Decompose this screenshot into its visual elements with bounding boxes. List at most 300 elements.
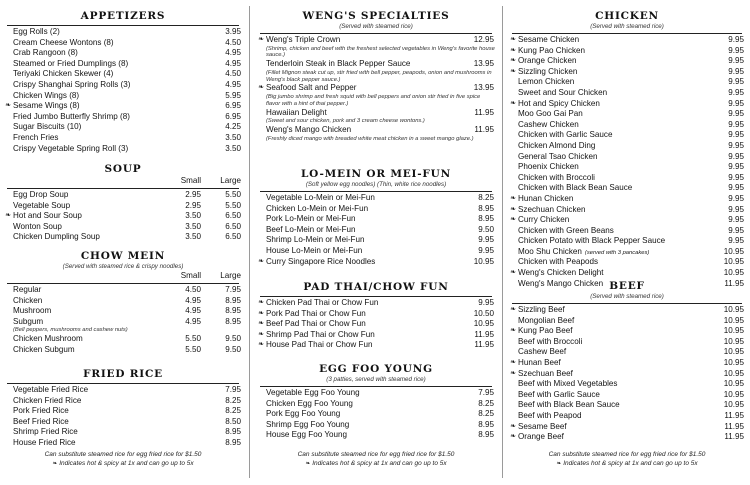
menu-item bbox=[508, 422, 746, 433]
menu-item-row bbox=[3, 406, 243, 417]
item-price: 8.95 bbox=[225, 427, 241, 437]
menu-item bbox=[3, 385, 243, 396]
price-large: 6.50 bbox=[225, 221, 241, 231]
section-title: PAD THAI/CHOW FUN bbox=[303, 281, 449, 293]
menu-item bbox=[3, 232, 243, 243]
item-name-text: Moo Shu Chicken bbox=[518, 246, 582, 256]
menu-item bbox=[256, 83, 496, 107]
item-name-text: Weng's Triple Crown bbox=[266, 35, 341, 44]
item-price: 9.95 bbox=[728, 98, 744, 108]
pepper-icon: ❧ bbox=[556, 461, 562, 467]
item-price: 7.95 bbox=[225, 385, 241, 394]
menu-item bbox=[508, 194, 746, 205]
item-description: (Big jumbo shrimp and fresh squid with bell peppers and onion stir fried in five spice flavor with a hint of thai pepper.) bbox=[266, 93, 481, 107]
item-name-text: Shrimp Egg Foo Young bbox=[266, 419, 350, 429]
menu-item-row bbox=[508, 358, 746, 369]
item-name-text: Pork Pad Thai or Chow Fun bbox=[266, 308, 366, 318]
item-price: 10.95 bbox=[723, 389, 744, 399]
item-name-text: Orange Beef bbox=[518, 432, 564, 442]
item-name bbox=[13, 385, 88, 396]
item-name bbox=[13, 27, 60, 38]
menu-item-row bbox=[508, 369, 746, 380]
item-name bbox=[518, 337, 582, 348]
size-header bbox=[3, 271, 243, 281]
item-price: 10.95 bbox=[723, 326, 744, 336]
menu-item bbox=[508, 77, 746, 88]
menu-item-row bbox=[508, 215, 746, 226]
item-price: 4.50 bbox=[225, 69, 241, 79]
menu-item bbox=[256, 59, 496, 83]
pepper-icon: ❧ bbox=[510, 358, 516, 366]
menu-item bbox=[508, 88, 746, 99]
pepper-icon: ❧ bbox=[510, 57, 516, 65]
item-price: 4.95 bbox=[225, 48, 241, 58]
item-name bbox=[518, 257, 598, 268]
item-price: 11.95 bbox=[724, 421, 744, 431]
menu-item bbox=[508, 162, 746, 173]
menu-item bbox=[3, 59, 243, 70]
item-price: 9.95 bbox=[728, 204, 744, 214]
item-name-text: Curry Singapore Rice Noodles bbox=[266, 256, 376, 266]
menu-item bbox=[3, 438, 243, 449]
item-price: 9.95 bbox=[728, 109, 744, 119]
item-name bbox=[13, 285, 41, 296]
menu-item-row bbox=[3, 190, 243, 201]
pepper-icon: ❧ bbox=[510, 433, 516, 441]
item-name bbox=[13, 296, 42, 307]
menu-item bbox=[3, 80, 243, 91]
menu-item-row bbox=[508, 35, 746, 46]
menu-item bbox=[508, 411, 746, 422]
item-price: 9.95 bbox=[728, 87, 744, 97]
column-divider bbox=[249, 6, 250, 478]
menu-item bbox=[3, 101, 243, 112]
menu-item-row bbox=[3, 306, 243, 317]
menu-item-row bbox=[508, 67, 746, 78]
section-title: APPETIZERS bbox=[80, 10, 166, 22]
menu-column-right bbox=[508, 0, 746, 485]
item-name-text: Beef Pad Thai or Chow Fun bbox=[266, 319, 366, 329]
item-name-text: Szechuan Beef bbox=[518, 368, 573, 378]
item-name-text: Hot and Sour Soup bbox=[13, 211, 82, 221]
menu-item-row bbox=[256, 298, 496, 309]
item-price: 10.95 bbox=[723, 268, 744, 278]
price-small: 2.95 bbox=[185, 190, 201, 199]
menu-item-row bbox=[256, 83, 496, 94]
item-name bbox=[266, 319, 366, 330]
menu-item bbox=[508, 390, 746, 401]
item-name-text: Weng's Chicken Delight bbox=[518, 268, 604, 278]
item-name bbox=[13, 48, 78, 59]
menu-item-row bbox=[3, 69, 243, 80]
item-name-text: Sizzling Beef bbox=[518, 305, 565, 314]
pepper-icon: ❧ bbox=[258, 299, 264, 306]
menu-item-row bbox=[256, 35, 496, 46]
price-large: 9.50 bbox=[225, 344, 241, 354]
item-price: 9.95 bbox=[478, 298, 494, 307]
item-name bbox=[266, 225, 356, 236]
section-title: CHOW MEIN bbox=[80, 250, 166, 262]
item-name-text: Beef with Broccoli bbox=[518, 336, 583, 346]
item-name-text: Egg Drop Soup bbox=[13, 190, 69, 199]
item-price: 9.95 bbox=[728, 183, 744, 193]
column-divider bbox=[502, 6, 503, 478]
menu-item bbox=[3, 222, 243, 233]
section-subtitle: (Served with steamed rice & crispy noodles) bbox=[62, 263, 184, 270]
menu-item bbox=[3, 427, 243, 438]
item-name bbox=[518, 99, 600, 110]
section-subtitle: (3 patties, served with steamed rice) bbox=[326, 376, 426, 383]
item-name bbox=[13, 396, 81, 407]
item-name bbox=[518, 226, 614, 237]
pepper-icon: ❧ bbox=[510, 327, 516, 335]
item-name-text: Hunan Beef bbox=[518, 357, 561, 367]
item-price: 8.95 bbox=[478, 214, 494, 224]
menu-item bbox=[508, 46, 746, 57]
item-name-text: House Fried Rice bbox=[13, 437, 76, 447]
size-small-label: Small bbox=[180, 176, 201, 185]
item-price: 10.95 bbox=[723, 379, 744, 389]
item-name bbox=[518, 141, 595, 152]
item-note: (Bell peppers, mushrooms and cashew nuts) bbox=[13, 327, 128, 334]
menu-item bbox=[3, 122, 243, 133]
item-name-text: Shrimp Fried Rice bbox=[13, 427, 78, 437]
item-name-text: Sesame Chicken bbox=[518, 35, 580, 44]
item-price: 9.95 bbox=[728, 225, 744, 235]
item-name bbox=[13, 38, 114, 49]
item-name bbox=[266, 409, 340, 420]
item-price: 4.95 bbox=[225, 58, 241, 68]
menu-item-row bbox=[508, 422, 746, 433]
pepper-icon: ❧ bbox=[258, 257, 264, 265]
item-price: 11.95 bbox=[474, 124, 494, 134]
item-price: 9.95 bbox=[728, 236, 744, 246]
item-price: 9.95 bbox=[478, 235, 494, 245]
menu-item-row bbox=[3, 385, 243, 396]
menu-item bbox=[508, 205, 746, 216]
menu-item-row bbox=[3, 48, 243, 59]
menu-item bbox=[508, 130, 746, 141]
menu-item-row bbox=[508, 46, 746, 57]
menu-item-row bbox=[256, 108, 496, 119]
pepper-icon: ❧ bbox=[510, 205, 516, 213]
item-name-text: Chicken Subgum bbox=[13, 344, 75, 354]
item-name bbox=[518, 205, 586, 216]
item-name bbox=[13, 406, 69, 417]
pepper-icon: ❧ bbox=[510, 216, 516, 224]
menu-item-row bbox=[3, 211, 243, 222]
item-price: 8.25 bbox=[478, 398, 494, 408]
menu-item-row bbox=[256, 330, 496, 341]
item-name-text: Crab Rangoon (8) bbox=[13, 48, 78, 58]
menu-item bbox=[3, 201, 243, 212]
menu-item-row bbox=[3, 334, 243, 345]
item-price: 9.95 bbox=[728, 119, 744, 129]
item-name-text: Regular bbox=[13, 285, 42, 294]
item-price: 3.95 bbox=[225, 27, 241, 36]
title-rule bbox=[512, 303, 742, 304]
item-name-text: Sugar Biscuits (10) bbox=[13, 122, 82, 132]
item-name bbox=[266, 235, 365, 246]
item-name-text: Hunan Chicken bbox=[518, 193, 574, 203]
item-note: (served with 3 pancakes) bbox=[584, 249, 650, 256]
menu-item-row bbox=[3, 396, 243, 407]
item-name-text: Sesame Beef bbox=[518, 421, 567, 431]
item-name bbox=[266, 83, 356, 94]
item-name bbox=[13, 232, 100, 243]
menu-item-row bbox=[3, 38, 243, 49]
item-name bbox=[518, 411, 581, 422]
menu-item-row bbox=[508, 400, 746, 411]
item-price: 8.95 bbox=[225, 437, 241, 447]
item-name-text: Wonton Soup bbox=[13, 221, 62, 231]
price-large: 7.95 bbox=[225, 285, 241, 294]
menu-item bbox=[3, 406, 243, 417]
section-title: WENG'S SPECIALTIES bbox=[302, 10, 450, 22]
section-chicken bbox=[508, 10, 746, 289]
section-title: SOUP bbox=[104, 163, 142, 175]
item-name-text: Chicken Wings (8) bbox=[13, 90, 80, 100]
item-name-text: Weng's Mango Chicken bbox=[266, 124, 352, 134]
menu-item-row bbox=[3, 222, 243, 233]
item-description: (Freshly diced mango with breaded white meat chicken in a sweet mango glaze.) bbox=[266, 135, 474, 142]
menu-item bbox=[3, 334, 243, 345]
pepper-icon: ❧ bbox=[258, 330, 264, 338]
item-name-text: Chicken Potato with Black Pepper Sauce bbox=[518, 236, 666, 246]
item-name-text: Chicken with Garlic Sauce bbox=[518, 130, 613, 140]
menu-item-row bbox=[3, 427, 243, 438]
item-name-text: Teriyaki Chicken Skewer (4) bbox=[13, 69, 114, 79]
pepper-icon: ❧ bbox=[52, 461, 58, 467]
item-name-text: French Fries bbox=[13, 132, 59, 142]
section-subtitle: (Served with steamed rice) bbox=[590, 293, 664, 300]
item-price: 8.95 bbox=[478, 430, 494, 440]
price-large: 6.50 bbox=[225, 232, 241, 242]
price-small: 4.95 bbox=[185, 306, 201, 316]
menu-item bbox=[508, 247, 746, 258]
menu-item-row bbox=[256, 409, 496, 420]
size-header bbox=[3, 176, 243, 186]
menu-item bbox=[508, 400, 746, 411]
menu-item-row bbox=[508, 390, 746, 401]
size-small-label: Small bbox=[180, 271, 201, 280]
substitute-note: Can substitute steamed rice for egg fried rice for $1.50 bbox=[548, 451, 706, 458]
pepper-icon: ❧ bbox=[258, 84, 264, 92]
menu-item-row bbox=[508, 205, 746, 216]
menu-item-row bbox=[508, 379, 746, 390]
menu-item bbox=[3, 317, 243, 334]
title-rule bbox=[7, 383, 239, 384]
item-name bbox=[13, 69, 113, 80]
item-name bbox=[13, 427, 78, 438]
menu-item-row bbox=[508, 120, 746, 131]
item-name-text: Cream Cheese Wontons (8) bbox=[13, 37, 114, 47]
menu-item bbox=[508, 337, 746, 348]
menu-item bbox=[256, 193, 496, 204]
item-name-text: Chicken Fried Rice bbox=[13, 395, 82, 405]
item-name-text: Chicken Lo-Mein or Mei-Fun bbox=[266, 203, 369, 213]
menu-item bbox=[508, 305, 746, 316]
item-name bbox=[13, 122, 81, 133]
menu-item bbox=[508, 268, 746, 279]
item-name bbox=[518, 120, 579, 131]
menu-item bbox=[508, 369, 746, 380]
item-price: 7.95 bbox=[478, 388, 494, 397]
price-small: 4.95 bbox=[185, 316, 201, 326]
menu-item bbox=[508, 152, 746, 163]
item-name-text: Vegetable Fried Rice bbox=[13, 385, 89, 394]
menu-item bbox=[256, 298, 496, 309]
menu-item-row bbox=[3, 317, 243, 328]
menu-item bbox=[508, 109, 746, 120]
item-name-text: Beef with Peapod bbox=[518, 410, 582, 420]
item-name-text: Beef Fried Rice bbox=[13, 416, 69, 426]
item-name bbox=[266, 257, 375, 268]
menu-item bbox=[256, 388, 496, 399]
menu-item bbox=[3, 396, 243, 407]
pepper-icon: ❧ bbox=[510, 422, 516, 430]
menu-item-row bbox=[256, 388, 496, 399]
title-rule bbox=[7, 188, 239, 189]
menu-item bbox=[256, 235, 496, 246]
item-price: 11.95 bbox=[724, 410, 744, 420]
item-name-text: Chicken Mushroom bbox=[13, 334, 83, 344]
menu-item-row bbox=[508, 130, 746, 141]
menu-item bbox=[256, 330, 496, 341]
item-name bbox=[13, 190, 68, 201]
item-name-text: Chicken with Black Bean Sauce bbox=[518, 183, 633, 193]
menu-item-row bbox=[508, 347, 746, 358]
menu-item-row bbox=[256, 257, 496, 268]
menu-item bbox=[508, 379, 746, 390]
menu-item-row bbox=[256, 309, 496, 320]
menu-item bbox=[508, 432, 746, 443]
menu-item bbox=[508, 257, 746, 268]
pepper-icon: ❧ bbox=[510, 46, 516, 54]
section-egg-foo-young bbox=[256, 363, 496, 441]
menu-item-row bbox=[3, 232, 243, 243]
item-name-text: Pork Lo-Mein or Mei-Fun bbox=[266, 214, 356, 224]
price-small: 2.95 bbox=[185, 200, 201, 210]
item-name bbox=[518, 183, 632, 194]
item-name-text: Hot and Spicy Chicken bbox=[518, 98, 600, 108]
menu-column-middle bbox=[256, 0, 496, 485]
section-beef bbox=[508, 280, 746, 443]
pepper-icon: ❧ bbox=[5, 102, 11, 110]
price-large: 8.95 bbox=[225, 306, 241, 316]
item-name bbox=[266, 330, 375, 341]
hot-note: ❧ Indicates hot & spicy at 1x and can go up to 5x bbox=[305, 460, 447, 467]
item-name bbox=[518, 422, 567, 433]
item-name-text: Shrimp Lo-Mein or Mei-Fun bbox=[266, 235, 365, 245]
footer-notes bbox=[508, 450, 746, 469]
menu-item-row bbox=[3, 296, 243, 307]
menu-item-row bbox=[3, 345, 243, 356]
section-pad-thai bbox=[256, 281, 496, 351]
menu-item bbox=[256, 399, 496, 410]
item-name-text: Egg Rolls (2) bbox=[13, 27, 60, 36]
item-price: 10.95 bbox=[723, 246, 744, 256]
menu-item bbox=[508, 236, 746, 247]
item-name bbox=[518, 236, 665, 247]
item-name-text: Pork Fried Rice bbox=[13, 406, 69, 416]
title-rule bbox=[260, 191, 492, 192]
item-name bbox=[266, 246, 362, 257]
menu-item-row bbox=[508, 162, 746, 173]
item-price: 11.95 bbox=[474, 329, 494, 339]
menu-item bbox=[3, 345, 243, 356]
item-name-text: Phoenix Chicken bbox=[518, 162, 579, 172]
pepper-icon: ❧ bbox=[510, 269, 516, 277]
section-title: LO-MEIN OR MEI-FUN bbox=[300, 168, 452, 180]
item-name bbox=[518, 173, 595, 184]
item-name bbox=[266, 309, 366, 320]
item-name-text: Crispy Shanghai Spring Rolls (3) bbox=[13, 79, 131, 89]
price-small: 3.50 bbox=[185, 211, 201, 221]
menu-item-row bbox=[3, 438, 243, 449]
menu-item-row bbox=[256, 235, 496, 246]
item-name bbox=[13, 334, 83, 345]
item-price: 9.95 bbox=[728, 193, 744, 203]
item-name bbox=[518, 347, 566, 358]
item-name-text: Shrimp Pad Thai or Chow Fun bbox=[266, 329, 375, 339]
menu-item-row bbox=[508, 337, 746, 348]
size-large-label: Large bbox=[220, 271, 241, 280]
item-name bbox=[518, 369, 573, 380]
item-name-text: Subgum bbox=[13, 316, 44, 326]
pepper-icon: ❧ bbox=[258, 341, 264, 349]
item-name-text: Chicken Dumpling Soup bbox=[13, 232, 100, 242]
item-price: 9.95 bbox=[728, 130, 744, 140]
price-small: 3.50 bbox=[185, 232, 201, 242]
menu-item bbox=[508, 173, 746, 184]
title-rule bbox=[260, 33, 492, 34]
menu-item-row bbox=[256, 399, 496, 410]
menu-item bbox=[508, 141, 746, 152]
item-name bbox=[266, 125, 351, 136]
item-name bbox=[266, 214, 356, 225]
item-name bbox=[518, 77, 574, 88]
price-large: 8.95 bbox=[225, 295, 241, 305]
item-price: 12.95 bbox=[473, 35, 494, 44]
item-price: 9.95 bbox=[728, 215, 744, 225]
menu-item-row bbox=[508, 56, 746, 67]
item-name-text: Crispy Vegetable Spring Roll (3) bbox=[13, 143, 129, 153]
item-name bbox=[266, 59, 410, 70]
menu-item-row bbox=[508, 141, 746, 152]
item-name-text: House Pad Thai or Chow Fun bbox=[266, 340, 373, 350]
menu-item-row bbox=[3, 27, 243, 38]
menu-item bbox=[256, 409, 496, 420]
item-price: 10.95 bbox=[473, 319, 494, 329]
title-rule bbox=[7, 283, 239, 284]
menu-item bbox=[256, 108, 496, 125]
item-price: 10.95 bbox=[723, 347, 744, 357]
item-price: 10.95 bbox=[723, 315, 744, 325]
item-name-text: Sesame Wings (8) bbox=[13, 101, 80, 111]
section-wengs-specialties bbox=[256, 10, 496, 142]
item-name bbox=[518, 35, 579, 46]
menu-item bbox=[256, 204, 496, 215]
pepper-icon: ❧ bbox=[510, 194, 516, 202]
price-small: 4.95 bbox=[185, 295, 201, 305]
menu-item bbox=[3, 48, 243, 59]
size-large-label: Large bbox=[220, 176, 241, 185]
item-name bbox=[13, 101, 80, 112]
item-name bbox=[266, 399, 353, 410]
menu-item bbox=[3, 27, 243, 38]
item-price: 9.95 bbox=[728, 77, 744, 87]
